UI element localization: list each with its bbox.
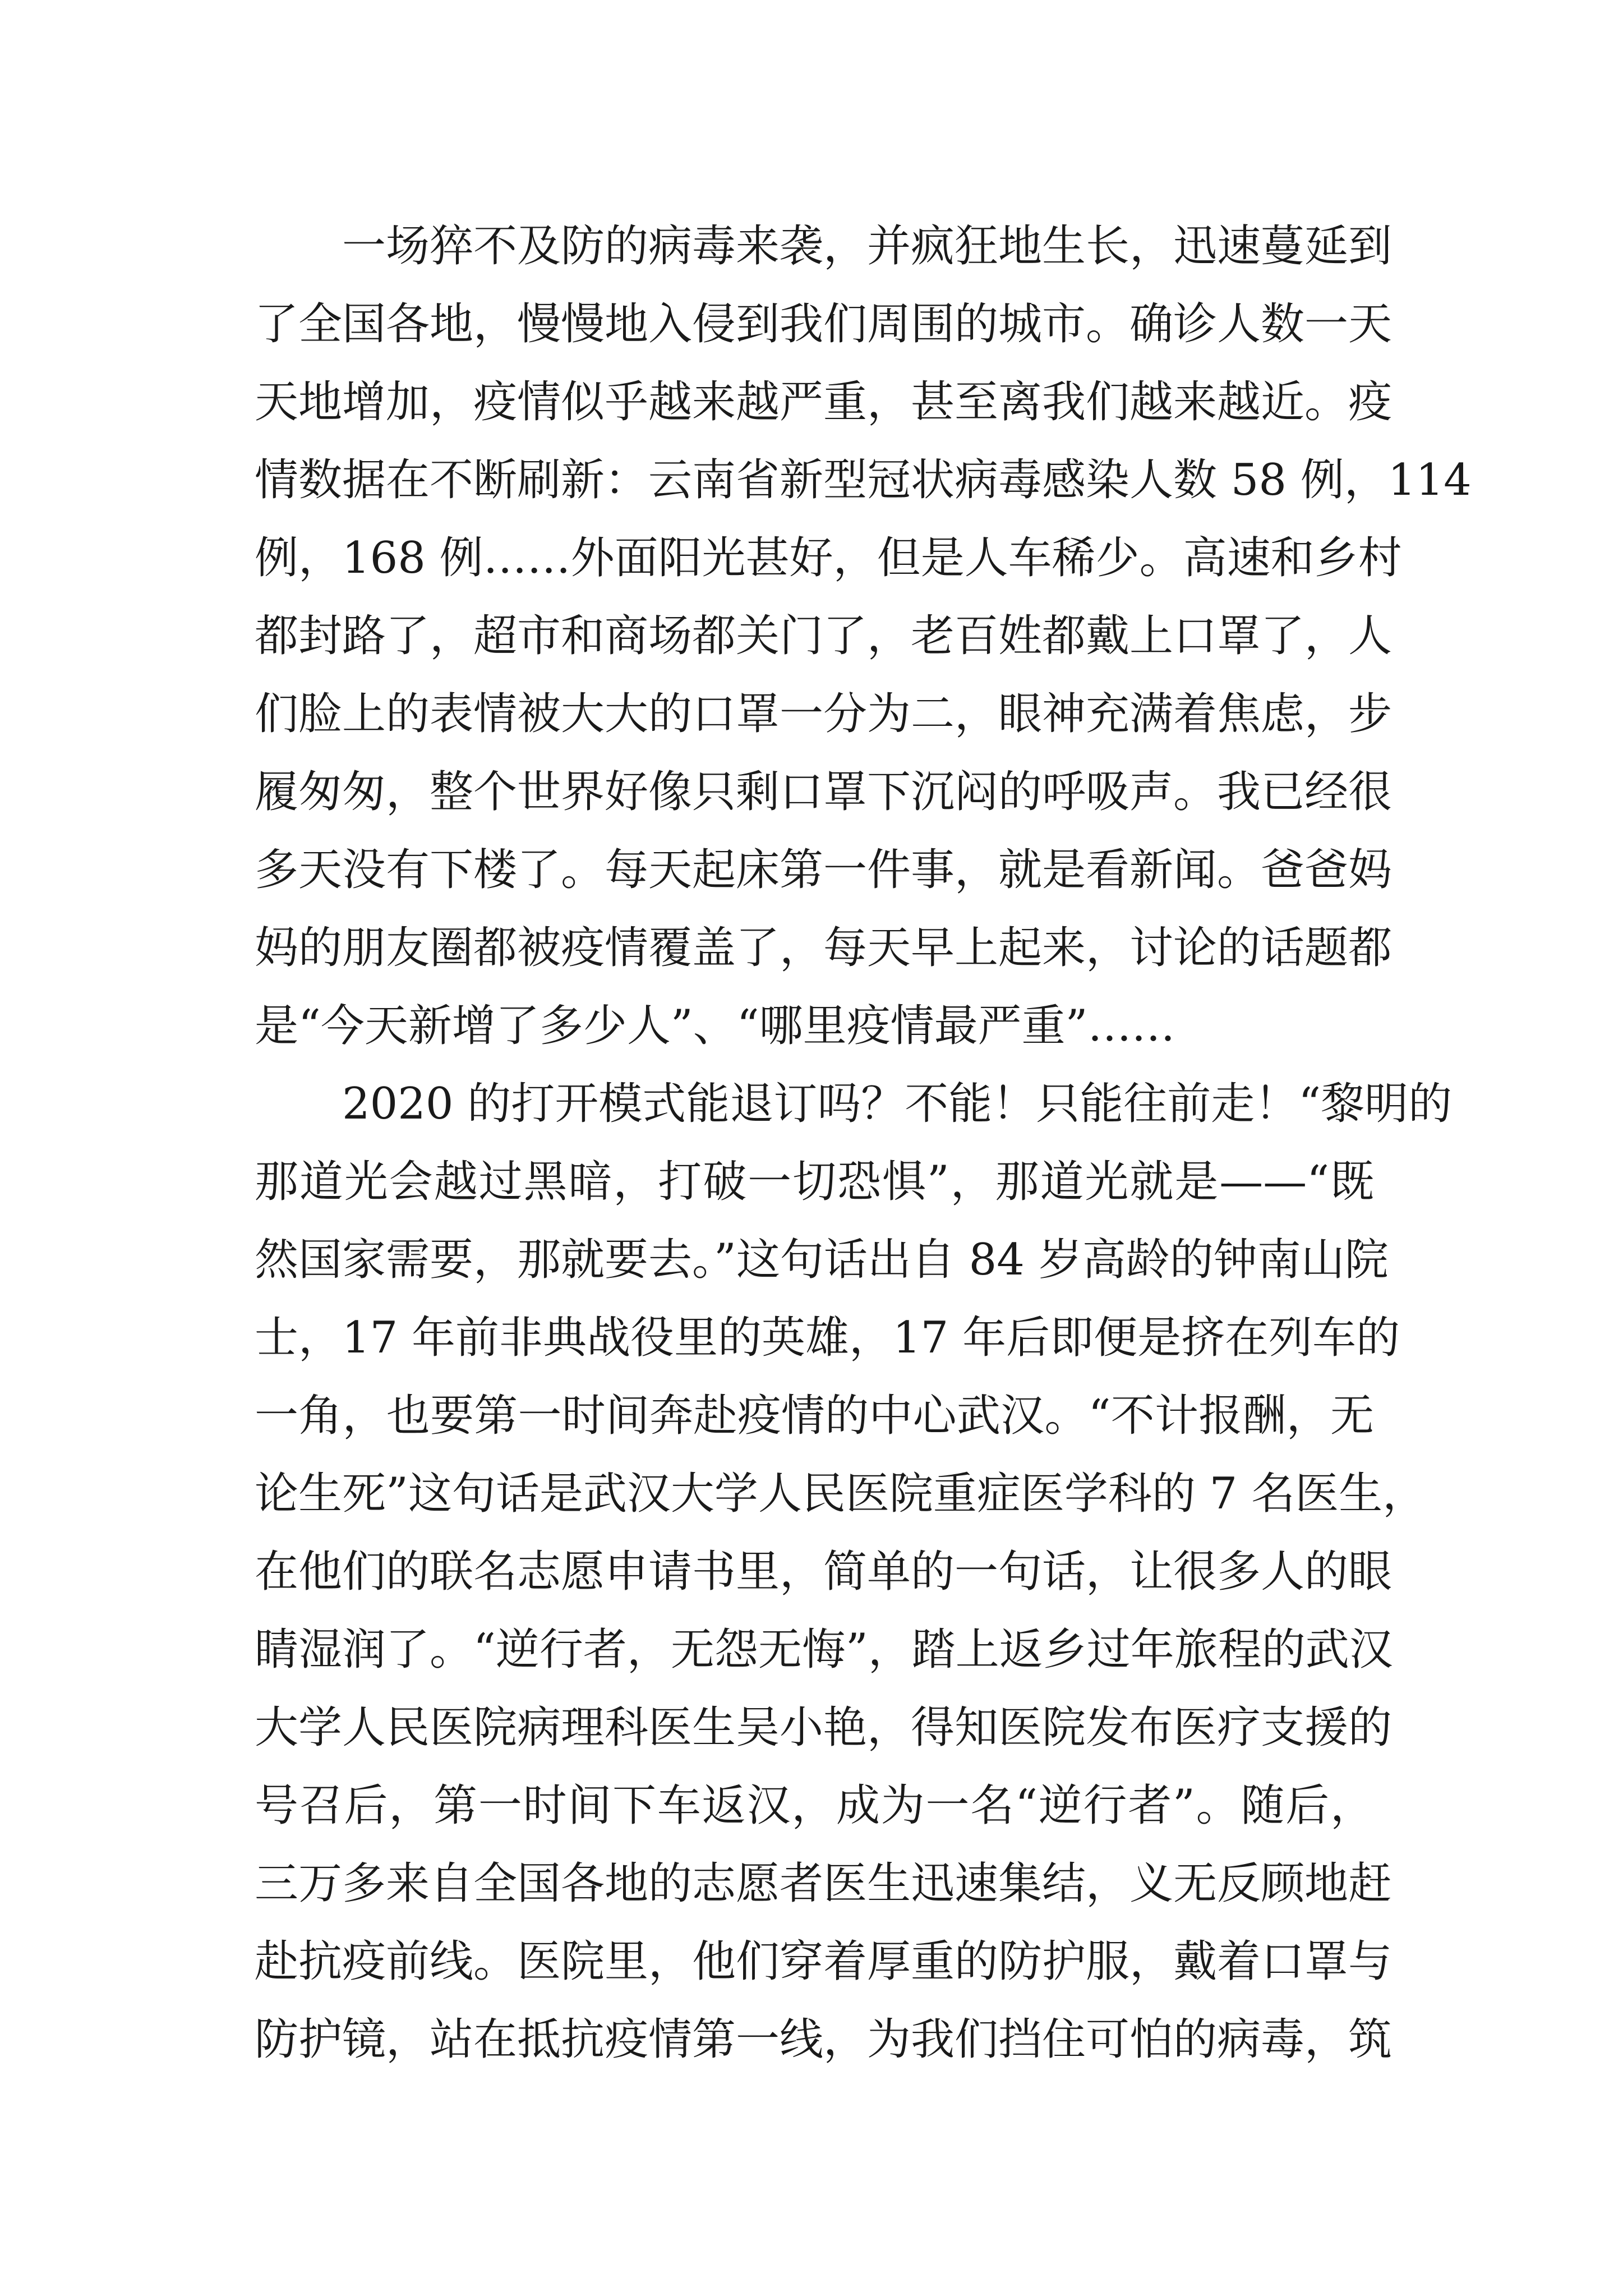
document-body (255, 208, 1472, 2079)
text-line: 论生死”这句话是武汉大学人民医院重症医学科的 7 名医生， (255, 1469, 1427, 1519)
text-line: 在他们的联名志愿申请书里，简单的一句话，让很多人的眼 (255, 1547, 1393, 1597)
text-line: 情数据在不断刷新：云南省新型冠状病毒感染人数 58 例，114 (255, 455, 1472, 505)
text-line: 天地增加，疫情似乎越来越严重，甚至离我们越来越近。疫 (255, 377, 1393, 427)
text-line: 了全国各地，慢慢地入侵到我们周围的城市。确诊人数一天 (255, 299, 1393, 349)
text-line: 例，168 例……外面阳光甚好，但是人车稀少。高速和乡村 (255, 533, 1402, 583)
text-line: 号召后，第一时间下车返汉，成为一名“逆行者”。随后， (255, 1780, 1374, 1831)
text-line: 大学人民医院病理科医生吴小艳，得知医院发布医疗支援的 (255, 1703, 1393, 1753)
text-line: 是“今天新增了多少人”、“哪里疫情最严重”…… (255, 1001, 1175, 1051)
text-line: 一角，也要第一时间奔赴疫情的中心武汉。“不计报酬，无 (255, 1391, 1374, 1441)
text-line: 2020 的打开模式能退订吗？不能！只能往前走！“黎明的 (342, 1079, 1453, 1129)
paragraph-2 (255, 1065, 1453, 2079)
text-line: 然国家需要，那就要去。”这句话出自 84 岁高龄的钟南山院 (255, 1235, 1389, 1285)
text-line: 一场猝不及防的病毒来袭，并疯狂地生长，迅速蔓延到 (342, 221, 1393, 272)
text-line: 妈的朋友圈都被疫情覆盖了，每天早上起来，讨论的话题都 (255, 923, 1393, 973)
text-line: 那道光会越过黑暗，打破一切恐惧”，那道光就是——“既 (255, 1157, 1374, 1207)
text-line: 们脸上的表情被大大的口罩一分为二，眼神充满着焦虑，步 (255, 689, 1393, 739)
text-line: 多天没有下楼了。每天起床第一件事，就是看新闻。爸爸妈 (255, 845, 1393, 895)
text-line: 履匆匆，整个世界好像只剩口罩下沉闷的呼吸声。我已经很 (255, 767, 1393, 817)
text-line: 防护镜，站在抵抗疫情第一线，为我们挡住可怕的病毒，筑 (255, 2014, 1393, 2065)
text-line: 赴抗疫前线。医院里，他们穿着厚重的防护服，戴着口罩与 (255, 1936, 1393, 1987)
text-line: 士，17 年前非典战役里的英雄，17 年后即便是挤在列车的 (255, 1313, 1400, 1363)
text-line: 三万多来自全国各地的志愿者医生迅速集结，义无反顾地赶 (255, 1858, 1393, 1909)
paragraph-1 (255, 208, 1472, 1065)
text-line: 都封路了，超市和商场都关门了，老百姓都戴上口罩了，人 (255, 611, 1393, 661)
text-line: 睛湿润了。“逆行者，无怨无悔”，踏上返乡过年旅程的武汉 (255, 1625, 1393, 1675)
